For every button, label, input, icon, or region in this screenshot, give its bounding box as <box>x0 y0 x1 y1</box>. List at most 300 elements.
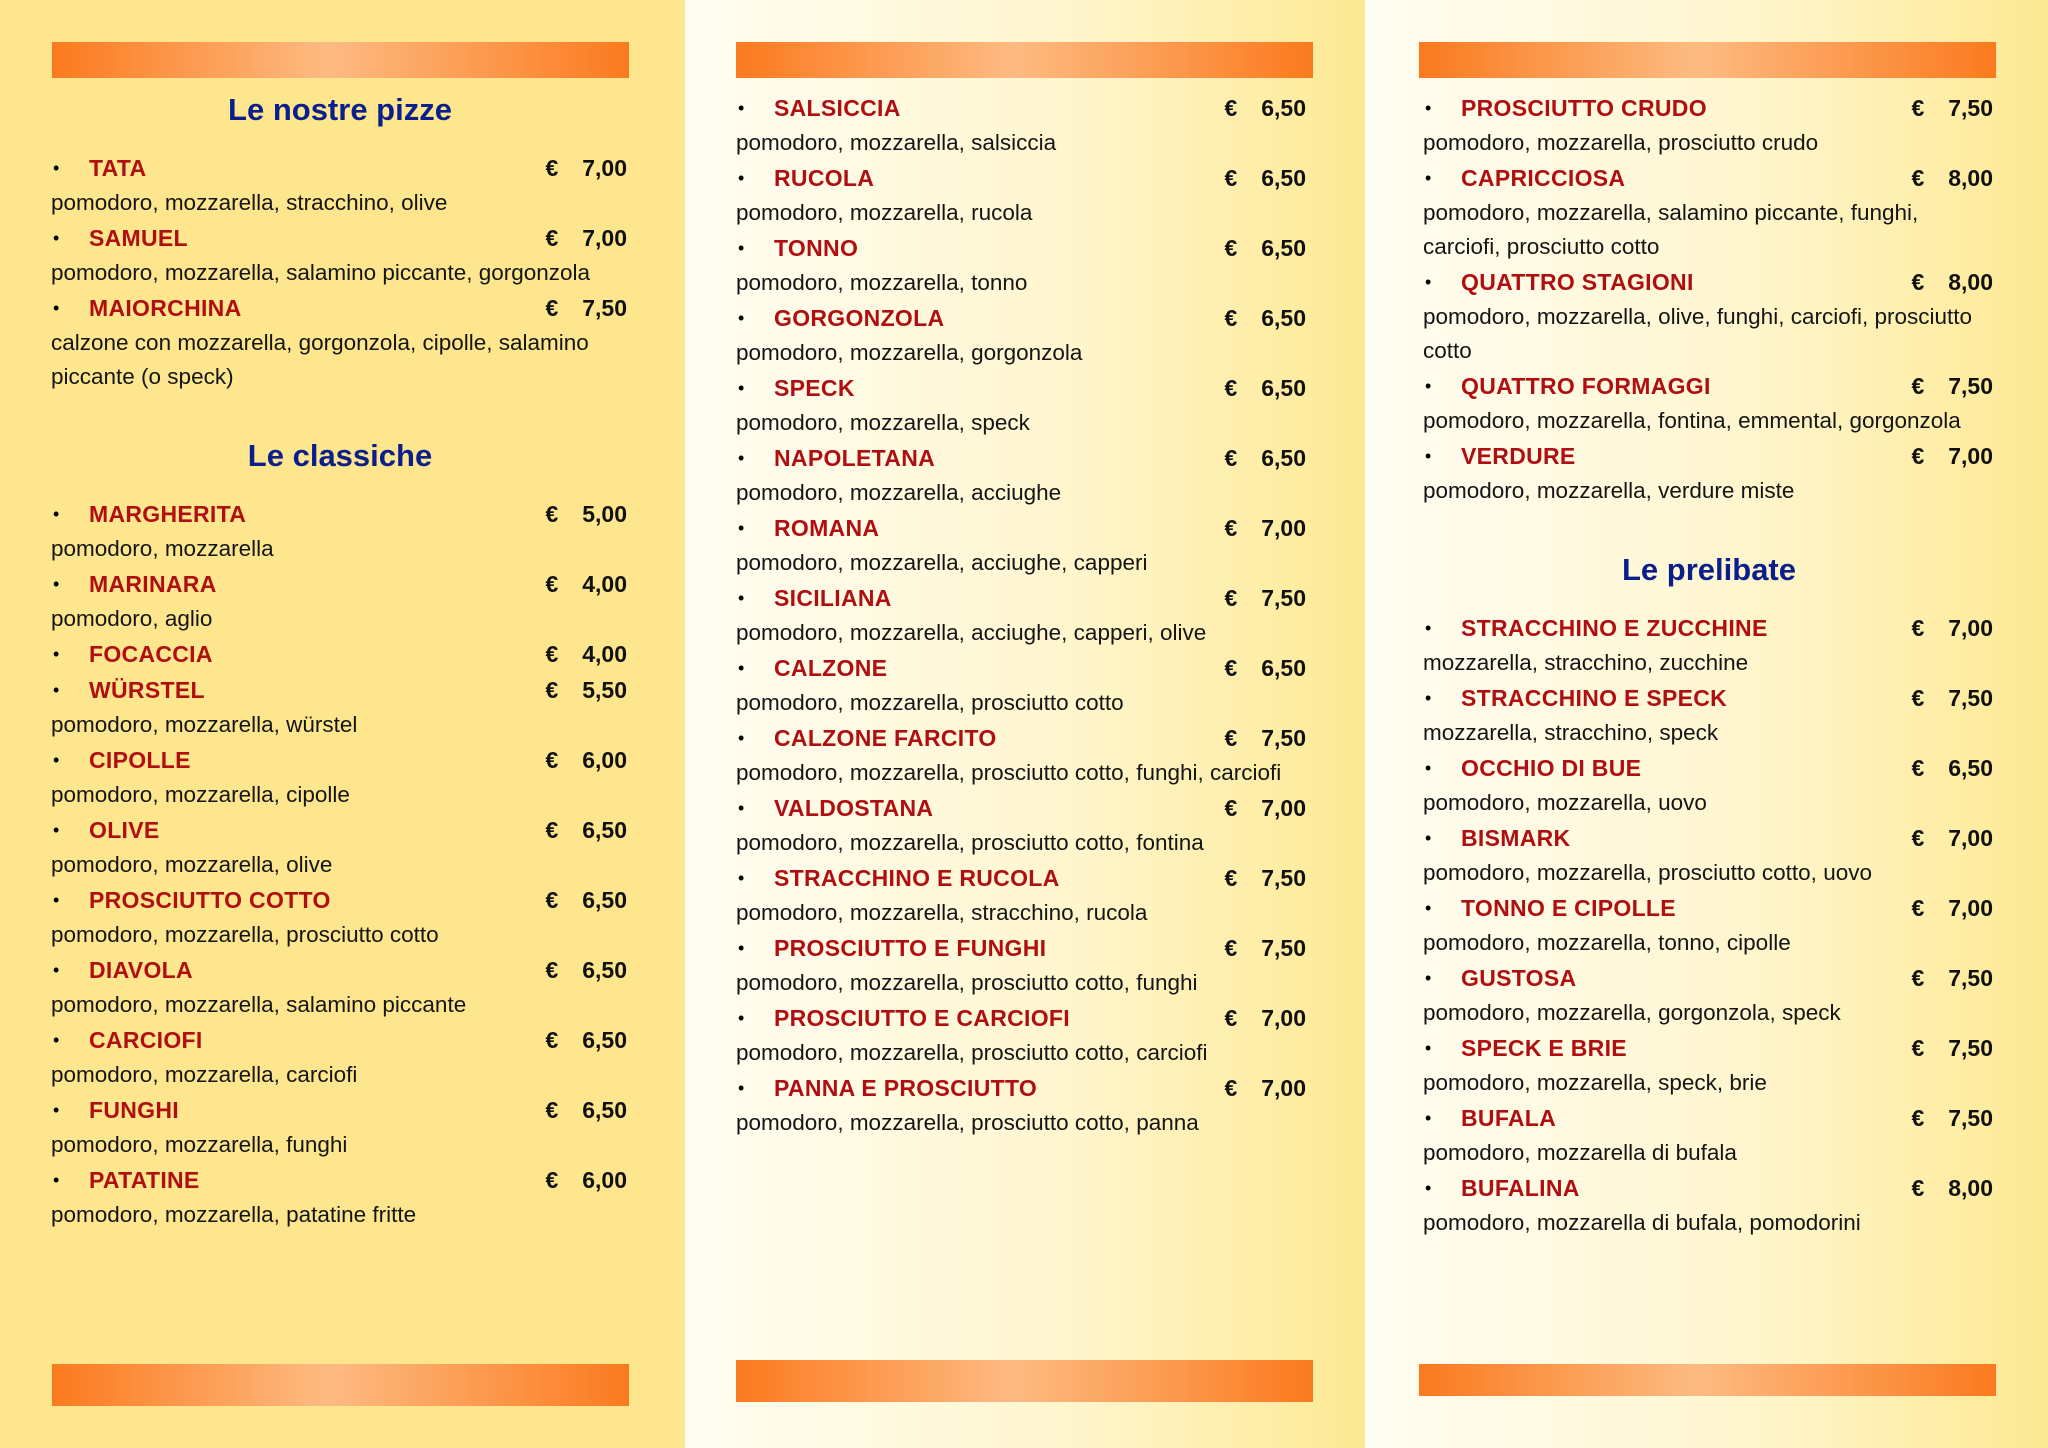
price <box>1224 720 1306 756</box>
menu-item-row <box>736 1070 1308 1106</box>
bullet-icon: • <box>53 1170 60 1190</box>
price-value: 7,50 <box>1948 1035 1993 1061</box>
pizza-name: FUNGHI <box>89 1097 179 1123</box>
price-value: 7,50 <box>1948 373 1993 399</box>
bullet-icon: • <box>738 938 745 958</box>
pizza-name: MAIORCHINA <box>89 295 242 321</box>
pizza-name: WÜRSTEL <box>89 677 205 703</box>
menu-item-row <box>1423 890 1995 926</box>
menu-item <box>736 790 1308 860</box>
currency-symbol: € <box>1911 1175 1925 1201</box>
currency-symbol: € <box>1224 95 1238 121</box>
bullet-icon: • <box>53 750 60 770</box>
price-value: 6,50 <box>582 1097 627 1123</box>
menu-item <box>51 496 629 566</box>
menu-item <box>51 672 629 742</box>
menu-item <box>736 1000 1308 1070</box>
bullet-icon: • <box>1425 1108 1432 1128</box>
menu-item <box>1423 90 1995 160</box>
price-value: 5,50 <box>582 677 627 703</box>
menu-item <box>51 290 629 394</box>
price-value: 6,50 <box>582 887 627 913</box>
menu-item-row <box>51 812 629 848</box>
menu-item-row <box>736 790 1308 826</box>
bullet-icon: • <box>1425 828 1432 848</box>
bullet-icon: • <box>738 1078 745 1098</box>
pizza-ingredients: pomodoro, mozzarella, prosciutto crudo <box>1423 130 1819 155</box>
pizza-name: MARGHERITA <box>89 501 247 527</box>
price-value: 7,00 <box>1948 825 1993 851</box>
menu-item-row <box>1423 1030 1995 1066</box>
price <box>1224 230 1306 266</box>
menu-item <box>51 220 629 290</box>
menu-item <box>51 636 629 672</box>
currency-symbol: € <box>545 1027 559 1053</box>
currency-symbol: € <box>1911 165 1925 191</box>
currency-symbol: € <box>1224 795 1238 821</box>
menu-item-row <box>736 440 1308 476</box>
menu-item <box>1423 680 1995 750</box>
currency-symbol: € <box>545 677 559 703</box>
bullet-icon: • <box>53 504 60 524</box>
price-value: 7,50 <box>1261 935 1306 961</box>
menu-item-row <box>736 720 1308 756</box>
bullet-icon: • <box>738 1008 745 1028</box>
price-value: 7,50 <box>1261 725 1306 751</box>
price <box>545 220 627 256</box>
menu-item-row <box>51 220 629 256</box>
menu-item <box>736 160 1308 230</box>
menu-item-row <box>736 1000 1308 1036</box>
pizza-ingredients: pomodoro, mozzarella, funghi <box>51 1132 348 1157</box>
pizza-name: RUCOLA <box>774 165 875 191</box>
price-value: 6,50 <box>1261 375 1306 401</box>
bullet-icon: • <box>53 158 60 178</box>
menu-panel-middle <box>685 0 1365 1448</box>
pizza-name: VALDOSTANA <box>774 795 934 821</box>
menu-item <box>1423 368 1995 438</box>
currency-symbol: € <box>545 1097 559 1123</box>
currency-symbol: € <box>1224 1075 1238 1101</box>
menu-item <box>1423 750 1995 820</box>
pizza-ingredients: mozzarella, stracchino, zucchine <box>1423 650 1749 675</box>
decorative-bar-top <box>736 42 1313 78</box>
pizza-name: FOCACCIA <box>89 641 213 667</box>
currency-symbol: € <box>1911 1035 1925 1061</box>
price <box>1224 790 1306 826</box>
menu-item <box>1423 160 1995 264</box>
bullet-icon: • <box>53 228 60 248</box>
pizza-ingredients: pomodoro, mozzarella, acciughe, capperi, olive <box>736 620 1207 645</box>
menu-item <box>51 150 629 220</box>
pizza-ingredients: pomodoro, mozzarella di bufala <box>1423 1140 1737 1165</box>
price <box>545 496 627 532</box>
pizza-ingredients: pomodoro, mozzarella, prosciutto cotto, uovo <box>1423 860 1872 885</box>
currency-symbol: € <box>1224 585 1238 611</box>
menu-item <box>736 1070 1308 1140</box>
bullet-icon: • <box>738 308 745 328</box>
menu-item <box>51 566 629 636</box>
price <box>1224 440 1306 476</box>
menu-item-row <box>51 672 629 708</box>
bullet-icon: • <box>738 658 745 678</box>
menu-item-row <box>1423 750 1995 786</box>
menu-item <box>51 742 629 812</box>
price-value: 6,50 <box>582 957 627 983</box>
menu-panel-left <box>0 0 685 1448</box>
bullet-icon: • <box>738 168 745 188</box>
bullet-icon: • <box>738 98 745 118</box>
menu-item-row <box>736 90 1308 126</box>
price-value: 8,00 <box>1948 1175 1993 1201</box>
pizza-ingredients: pomodoro, mozzarella, patatine fritte <box>51 1202 417 1227</box>
decorative-bar-top <box>1419 42 1996 78</box>
bullet-icon: • <box>738 728 745 748</box>
price <box>1224 1070 1306 1106</box>
price <box>545 812 627 848</box>
price <box>545 1022 627 1058</box>
menu-item <box>736 510 1308 580</box>
menu-item-row <box>1423 438 1995 474</box>
menu-item <box>51 952 629 1022</box>
currency-symbol: € <box>1911 685 1925 711</box>
price <box>1911 750 1993 786</box>
price <box>1224 160 1306 196</box>
bullet-icon: • <box>53 298 60 318</box>
price <box>1224 650 1306 686</box>
pizza-ingredients: pomodoro, mozzarella, salsiccia <box>736 130 1057 155</box>
currency-symbol: € <box>1224 305 1238 331</box>
price-value: 7,50 <box>582 295 627 321</box>
menu-item-row <box>51 290 629 326</box>
menu-item-row <box>51 1162 629 1198</box>
menu-item <box>51 1022 629 1092</box>
pizza-name: MARINARA <box>89 571 217 597</box>
pizza-name: OCCHIO DI BUE <box>1461 755 1642 781</box>
pizza-name: SICILIANA <box>774 585 892 611</box>
price <box>1911 680 1993 716</box>
price <box>1224 510 1306 546</box>
pizza-name: SPECK <box>774 375 855 401</box>
bullet-icon: • <box>1425 898 1432 918</box>
menu-item <box>51 1162 629 1232</box>
menu-item-row <box>51 150 629 186</box>
bullet-icon: • <box>53 574 60 594</box>
menu-item <box>1423 610 1995 680</box>
pizza-name: BUFALA <box>1461 1105 1557 1131</box>
currency-symbol: € <box>545 747 559 773</box>
bullet-icon: • <box>53 1030 60 1050</box>
currency-symbol: € <box>1911 895 1925 921</box>
menu-item <box>736 860 1308 930</box>
pizza-ingredients: pomodoro, mozzarella, carciofi <box>51 1062 358 1087</box>
menu-item-row <box>1423 610 1995 646</box>
menu-item <box>736 580 1308 650</box>
menu-item <box>1423 820 1995 890</box>
price <box>1224 930 1306 966</box>
pizza-ingredients: pomodoro, mozzarella, gorgonzola, speck <box>1423 1000 1841 1025</box>
pizza-name: CALZONE <box>774 655 888 681</box>
price <box>1911 1030 1993 1066</box>
panel-content <box>51 88 629 1232</box>
menu-item-row <box>1423 1170 1995 1206</box>
currency-symbol: € <box>545 225 559 251</box>
pizza-ingredients: pomodoro, mozzarella, speck <box>736 410 1030 435</box>
currency-symbol: € <box>1224 865 1238 891</box>
decorative-bar-top <box>52 42 629 78</box>
currency-symbol: € <box>1224 655 1238 681</box>
bullet-icon: • <box>1425 758 1432 778</box>
menu-item-row <box>736 650 1308 686</box>
menu-item <box>51 1092 629 1162</box>
menu-item <box>736 720 1308 790</box>
currency-symbol: € <box>1911 373 1925 399</box>
price-value: 8,00 <box>1948 165 1993 191</box>
pizza-ingredients: pomodoro, mozzarella, acciughe, capperi <box>736 550 1148 575</box>
price-value: 6,50 <box>1261 95 1306 121</box>
bullet-icon: • <box>53 820 60 840</box>
currency-symbol: € <box>1911 755 1925 781</box>
pizza-ingredients: pomodoro, mozzarella, prosciutto cotto, funghi <box>736 970 1198 995</box>
pizza-name: BUFALINA <box>1461 1175 1580 1201</box>
menu-item-row <box>1423 680 1995 716</box>
price <box>545 290 627 326</box>
pizza-name: TONNO E CIPOLLE <box>1461 895 1676 921</box>
price-value: 7,00 <box>582 155 627 181</box>
currency-symbol: € <box>545 501 559 527</box>
pizza-ingredients: pomodoro, mozzarella, gorgonzola <box>736 340 1083 365</box>
price <box>545 1162 627 1198</box>
menu-item-row <box>51 1092 629 1128</box>
bullet-icon: • <box>1425 688 1432 708</box>
pizza-ingredients: pomodoro, mozzarella <box>51 536 274 561</box>
pizza-ingredients: pomodoro, mozzarella, salamino piccante, gorgonzola <box>51 260 591 285</box>
currency-symbol: € <box>1224 1005 1238 1031</box>
menu-item <box>1423 1100 1995 1170</box>
pizza-ingredients: pomodoro, mozzarella, prosciutto cotto, fontina <box>736 830 1204 855</box>
currency-symbol: € <box>545 295 559 321</box>
pizza-name: PROSCIUTTO E FUNGHI <box>774 935 1047 961</box>
pizza-ingredients: pomodoro, mozzarella, stracchino, rucola <box>736 900 1148 925</box>
currency-symbol: € <box>1911 615 1925 641</box>
price-value: 7,00 <box>1261 795 1306 821</box>
pizza-ingredients: pomodoro, mozzarella, stracchino, olive <box>51 190 448 215</box>
panel-content <box>736 90 1308 1140</box>
menu-item-row <box>1423 160 1995 196</box>
pizza-name: PROSCIUTTO E CARCIOFI <box>774 1005 1070 1031</box>
pizza-ingredients: pomodoro, mozzarella, prosciutto cotto, panna <box>736 1110 1199 1135</box>
pizza-name: BISMARK <box>1461 825 1571 851</box>
pizza-name: SPECK E BRIE <box>1461 1035 1627 1061</box>
pizza-name: CAPRICCIOSA <box>1461 165 1626 191</box>
currency-symbol: € <box>545 887 559 913</box>
price <box>1224 860 1306 896</box>
price-value: 6,00 <box>582 747 627 773</box>
currency-symbol: € <box>545 1167 559 1193</box>
pizza-name: VERDURE <box>1461 443 1576 469</box>
menu-item <box>736 650 1308 720</box>
price-value: 5,00 <box>582 501 627 527</box>
bullet-icon: • <box>1425 446 1432 466</box>
price <box>545 1092 627 1128</box>
bullet-icon: • <box>1425 1038 1432 1058</box>
price <box>545 636 627 672</box>
bullet-icon: • <box>1425 1178 1432 1198</box>
menu-item-row <box>1423 960 1995 996</box>
menu-item-row <box>736 930 1308 966</box>
pizza-ingredients: pomodoro, mozzarella, prosciutto cotto, carciofi <box>736 1040 1208 1065</box>
currency-symbol: € <box>1224 235 1238 261</box>
menu-item-row <box>51 496 629 532</box>
menu-item <box>51 812 629 882</box>
pizza-ingredients: calzone con mozzarella, gorgonzola, cipolle, salamino piccante (o speck) <box>51 330 589 389</box>
price-value: 7,00 <box>1948 615 1993 641</box>
menu-item-row <box>51 742 629 778</box>
currency-symbol: € <box>1911 1105 1925 1131</box>
pizza-ingredients: pomodoro, mozzarella, würstel <box>51 712 358 737</box>
menu-item-row <box>1423 1100 1995 1136</box>
menu-item <box>1423 1030 1995 1100</box>
menu-item-row <box>51 952 629 988</box>
pizza-ingredients: pomodoro, mozzarella, salamino piccante, funghi, carciofi, prosciutto cotto <box>1423 200 1919 259</box>
price <box>1911 610 1993 646</box>
menu-item-row <box>736 160 1308 196</box>
price-value: 7,00 <box>582 225 627 251</box>
price <box>1911 90 1993 126</box>
bullet-icon: • <box>1425 376 1432 396</box>
pizza-ingredients: pomodoro, mozzarella, prosciutto cotto, funghi, carciofi <box>736 760 1282 785</box>
price-value: 6,00 <box>582 1167 627 1193</box>
menu-item-row <box>736 300 1308 336</box>
section-heading: Le nostre pizze <box>228 92 452 127</box>
price-value: 7,50 <box>1948 965 1993 991</box>
menu-item-row <box>51 882 629 918</box>
bullet-icon: • <box>1425 618 1432 638</box>
pizza-name: OLIVE <box>89 817 160 843</box>
currency-symbol: € <box>1911 269 1925 295</box>
bullet-icon: • <box>53 960 60 980</box>
menu-item <box>736 90 1308 160</box>
currency-symbol: € <box>1224 445 1238 471</box>
price-value: 6,50 <box>1261 165 1306 191</box>
pizza-name: GORGONZOLA <box>774 305 945 331</box>
currency-symbol: € <box>545 641 559 667</box>
pizza-name: SALSICCIA <box>774 95 901 121</box>
menu-item-row <box>51 1022 629 1058</box>
price-value: 6,50 <box>1261 305 1306 331</box>
price <box>1224 1000 1306 1036</box>
bullet-icon: • <box>738 518 745 538</box>
price <box>545 566 627 602</box>
price <box>1911 438 1993 474</box>
pizza-name: PROSCIUTTO CRUDO <box>1461 95 1707 121</box>
price-value: 7,00 <box>1261 1005 1306 1031</box>
pizza-name: PATATINE <box>89 1167 200 1193</box>
pizza-ingredients: pomodoro, mozzarella, olive <box>51 852 333 877</box>
price-value: 7,50 <box>1948 685 1993 711</box>
menu-item <box>1423 264 1995 368</box>
currency-symbol: € <box>545 155 559 181</box>
price <box>1911 890 1993 926</box>
pizza-ingredients: pomodoro, mozzarella, cipolle <box>51 782 350 807</box>
menu-item <box>736 300 1308 370</box>
price-value: 8,00 <box>1948 269 1993 295</box>
price-value: 7,00 <box>1261 1075 1306 1101</box>
price <box>1911 820 1993 856</box>
menu-item-row <box>1423 368 1995 404</box>
pizza-ingredients: pomodoro, mozzarella, olive, funghi, carciofi, prosciutto cotto <box>1423 304 1973 363</box>
decorative-bar-bottom <box>736 1360 1313 1402</box>
pizza-name: TATA <box>89 155 147 181</box>
price <box>1224 300 1306 336</box>
menu-item-row <box>1423 820 1995 856</box>
price-value: 7,00 <box>1261 515 1306 541</box>
menu-item <box>736 930 1308 1000</box>
pizza-name: SAMUEL <box>89 225 188 251</box>
section-heading: Le classiche <box>247 438 433 473</box>
menu-item-row <box>51 566 629 602</box>
currency-symbol: € <box>545 571 559 597</box>
price-value: 6,50 <box>1261 445 1306 471</box>
section-heading: Le prelibate <box>1622 552 1796 587</box>
price <box>545 150 627 186</box>
pizza-name: STRACCHINO E ZUCCHINE <box>1461 615 1768 641</box>
pizza-ingredients: pomodoro, mozzarella, tonno, cipolle <box>1423 930 1791 955</box>
pizza-ingredients: pomodoro, mozzarella, verdure miste <box>1423 478 1795 503</box>
price <box>1911 368 1993 404</box>
menu-item <box>736 370 1308 440</box>
price-value: 6,50 <box>1261 235 1306 261</box>
bullet-icon: • <box>1425 968 1432 988</box>
menu-item <box>1423 1170 1995 1240</box>
bullet-icon: • <box>53 680 60 700</box>
pizza-ingredients: pomodoro, mozzarella di bufala, pomodorini <box>1423 1210 1861 1235</box>
menu-item-row <box>736 510 1308 546</box>
bullet-icon: • <box>738 238 745 258</box>
panel-content <box>1423 90 1995 1240</box>
menu-item <box>1423 890 1995 960</box>
bullet-icon: • <box>53 890 60 910</box>
menu-item-row <box>1423 264 1995 300</box>
pizza-name: PANNA E PROSCIUTTO <box>774 1075 1038 1101</box>
price <box>1911 1100 1993 1136</box>
pizza-name: ROMANA <box>774 515 880 541</box>
price <box>545 672 627 708</box>
pizza-ingredients: pomodoro, aglio <box>51 606 213 631</box>
pizza-name: TONNO <box>774 235 859 261</box>
menu-item <box>1423 438 1995 508</box>
currency-symbol: € <box>1224 725 1238 751</box>
pizza-name: DIAVOLA <box>89 957 193 983</box>
price-value: 7,50 <box>1948 95 1993 121</box>
price-value: 7,00 <box>1948 895 1993 921</box>
bullet-icon: • <box>738 378 745 398</box>
menu-item <box>736 440 1308 510</box>
pizza-name: NAPOLETANA <box>774 445 936 471</box>
price-value: 7,50 <box>1261 585 1306 611</box>
bullet-icon: • <box>53 644 60 664</box>
currency-symbol: € <box>1224 165 1238 191</box>
price-value: 7,50 <box>1261 865 1306 891</box>
bullet-icon: • <box>1425 272 1432 292</box>
menu-item-row <box>1423 90 1995 126</box>
menu-item-row <box>736 230 1308 266</box>
price-value: 7,50 <box>1948 1105 1993 1131</box>
bullet-icon: • <box>738 588 745 608</box>
menu-item-row <box>51 636 629 672</box>
menu-item <box>51 882 629 952</box>
currency-symbol: € <box>545 817 559 843</box>
